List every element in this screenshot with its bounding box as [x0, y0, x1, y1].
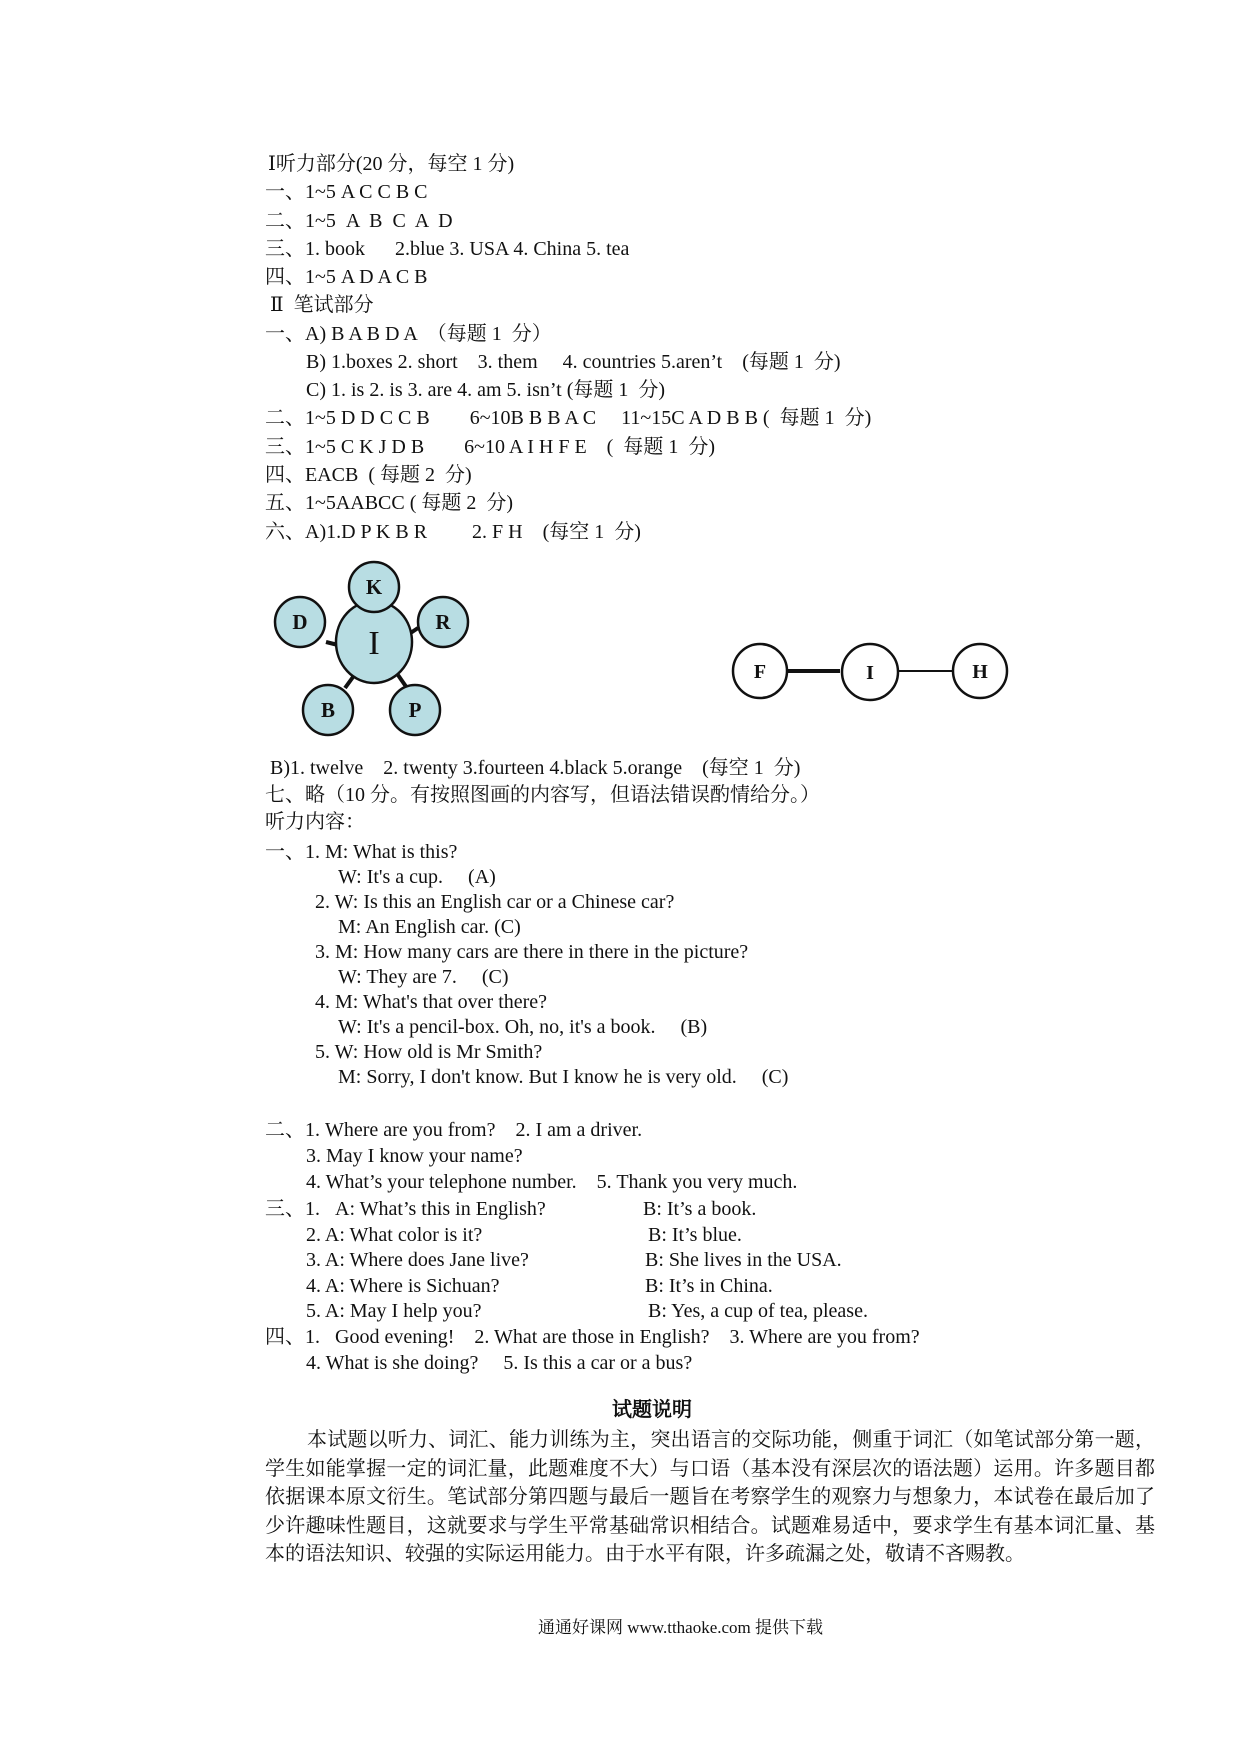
p2-q5: 五、1~5AABCC ( 每题 2 分)	[265, 492, 514, 514]
listening-line: B: Yes, a cup of tea, please.	[648, 1300, 868, 1322]
listening-line: B: She lives in the USA.	[645, 1249, 842, 1271]
p1-q4: 四、1~5 A D A C B	[265, 266, 428, 288]
chain-diagram	[720, 635, 1020, 715]
listening-line: 4. A: Where is Sichuan?	[306, 1275, 500, 1297]
p2-q2: 二、1~5 D D C C B 6~10B B B A C 11~15C A D B B ( 每题 1 分)	[265, 407, 872, 429]
listening-line: 5. W: How old is Mr Smith?	[315, 1041, 543, 1063]
p2-q4: 四、EACB ( 每题 2 分)	[265, 464, 472, 486]
listening-line: B: It’s a book.	[643, 1198, 757, 1220]
p2-q6b: B)1. twelve 2. twenty 3.fourteen 4.black 5.orange (每空 1 分)	[270, 757, 801, 779]
flower-diagram	[270, 550, 480, 740]
node-d-label: D	[292, 610, 308, 634]
listening-line: M: Sorry, I don't know. But I know he is very old. (C)	[338, 1066, 789, 1088]
part1-title: Ⅰ听力部分(20 分，每空 1 分)	[268, 153, 515, 175]
p1-q2: 二、1~5 A B C A D	[265, 210, 453, 232]
p2-q1a: 一、A) B A B D A （每题 1 分）	[265, 323, 552, 345]
listening-line: 4. M: What's that over there?	[315, 991, 548, 1013]
node-p-label: P	[408, 698, 422, 722]
listening-line: 2. W: Is this an English car or a Chinese car?	[315, 891, 675, 913]
explanation-title: 试题说明	[612, 1399, 692, 1421]
p2-q3: 三、1~5 C K J D B 6~10 A I H F E ( 每题 1 分)	[265, 436, 715, 458]
part2-title: Ⅱ 笔试部分	[270, 294, 374, 316]
listening-line: B: It’s blue.	[648, 1224, 742, 1246]
listening-line: B: It’s in China.	[645, 1275, 773, 1297]
center-label: I	[368, 625, 380, 662]
p2-q1b: B) 1.boxes 2. short 3. them 4. countries 5.aren’t (每题 1 分)	[306, 351, 841, 373]
listening-line: W: They are 7. (C)	[338, 966, 509, 988]
listening-line: 4. What is she doing? 5. Is this a car or a bus?	[306, 1352, 693, 1374]
node-f-label: F	[753, 661, 767, 683]
node-i-label: I	[866, 662, 874, 684]
p2-q7: 七、略（10 分。有按照图画的内容写，但语法错误酌情给分。）	[265, 784, 820, 806]
p1-q1: 一、1~5 A C C B C	[265, 181, 428, 203]
listening-line: W: It's a pencil-box. Oh, no, it's a book. (B)	[338, 1016, 708, 1038]
footer-text: 通通好课网 www.tthaoke.com 提供下载	[538, 1618, 824, 1637]
listening-line: 2. A: What color is it?	[306, 1224, 483, 1246]
node-k-label: K	[365, 575, 383, 599]
p2-q1c: C) 1. is 2. is 3. are 4. am 5. isn’t (每题 1 分)	[306, 379, 666, 401]
node-r-label: R	[435, 610, 451, 634]
listening-line: 三、1. A: What’s this in English?	[265, 1198, 546, 1220]
node-b-label: B	[320, 698, 336, 722]
listening-line: 四、1. Good evening! 2. What are those in English? 3. Where are you from?	[265, 1326, 920, 1348]
listening-line: 4. What’s your telephone number. 5. Thank you very much.	[306, 1171, 798, 1193]
listening-line: 3. May I know your name?	[306, 1145, 523, 1167]
node-h-label: H	[972, 661, 988, 683]
listening-line: W: It's a cup. (A)	[338, 866, 496, 888]
listening-title: 听力内容：	[265, 811, 365, 833]
explanation-body: 本试题以听力、词汇、能力训练为主，突出语言的交际功能，侧重于词汇（如笔试部分第一题，学生如能掌握一定的词汇量，此题难度不大）与口语（基本没有深层次的语法题）运用。许多题目都依据课本原文衍生。笔试部分第四题与最后一题旨在考察学生的观察力与想象力，本试卷在最后加了少许趣味性题目，这就要求与学生平常基础常识相结合。试题难易适中，要求学生有基本词汇量、基本的语法知识、较强的实际运用能力。由于水平有限，许多疏漏之处，敬请不吝赐教。	[265, 1429, 1155, 1565]
listening-line: 一、1. M: What is this?	[265, 841, 458, 863]
listening-line: 5. A: May I help you?	[306, 1300, 482, 1322]
listening-line: 3. A: Where does Jane live?	[306, 1249, 529, 1271]
listening-line: 二、1. Where are you from? 2. I am a driver.	[265, 1119, 643, 1141]
p2-q6a: 六、A)1.D P K B R 2. F H (每空 1 分)	[265, 521, 641, 543]
listening-line: 3. M: How many cars are there in there in the picture?	[315, 941, 749, 963]
p1-q3: 三、1. book 2.blue 3. USA 4. China 5. tea	[265, 238, 630, 260]
listening-line: M: An English car. (C)	[338, 916, 521, 938]
